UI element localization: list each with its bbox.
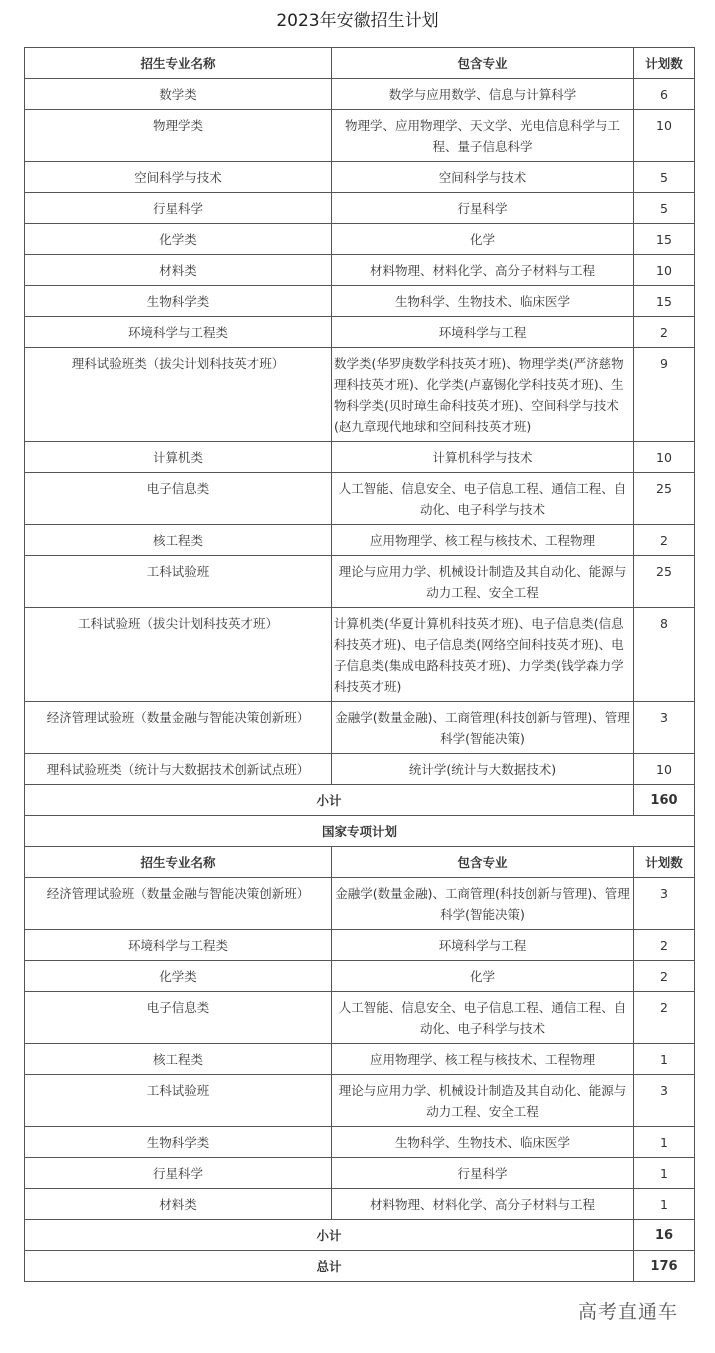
major-group-name: 电子信息类: [25, 992, 332, 1044]
plan-count: 25: [634, 473, 695, 525]
table-row: [25, 1158, 695, 1189]
watermark-logo: 高考直通车: [578, 1301, 679, 1323]
included-majors: 行星科学: [332, 193, 634, 224]
major-group-name: 工科试验班（拔尖计划科技英才班）: [25, 608, 332, 702]
major-group-name: 化学类: [25, 224, 332, 255]
included-majors: 理论与应用力学、机械设计制造及其自动化、能源与动力工程、安全工程: [332, 556, 634, 608]
major-group-name: 工科试验班: [25, 556, 332, 608]
major-group-name: 环境科学与工程类: [25, 317, 332, 348]
major-group-name: 材料类: [25, 1189, 332, 1220]
header-count: 计划数: [634, 48, 695, 79]
plan-count: 2: [634, 961, 695, 992]
included-majors: 环境科学与工程: [332, 317, 634, 348]
plan-count: 5: [634, 193, 695, 224]
table-row: [25, 286, 695, 317]
total-row: [25, 1251, 695, 1282]
table-row: [25, 525, 695, 556]
header-majors: 包含专业: [332, 48, 634, 79]
included-majors: 材料物理、材料化学、高分子材料与工程: [332, 1189, 634, 1220]
plan-count: 15: [634, 224, 695, 255]
plan-count: 3: [634, 702, 695, 754]
major-group-name: 工科试验班: [25, 1075, 332, 1127]
major-group-name: 数学类: [25, 79, 332, 110]
included-majors: 金融学(数量金融)、工商管理(科技创新与管理)、管理科学(智能决策): [332, 702, 634, 754]
included-majors: 计算机类(华夏计算机科技英才班)、电子信息类(信息科技英才班)、电子信息类(网络空间科技英才班)、电子信息类(集成电路科技英才班)、力学类(钱学森力学科技英才班): [332, 608, 634, 702]
header-name: 招生专业名称: [25, 48, 332, 79]
table-row: [25, 79, 695, 110]
included-majors: 数学类(华罗庚数学科技英才班)、物理学类(严济慈物理科技英才班)、化学类(卢嘉锡化学科技英才班)、生物科学类(贝时璋生命科技英才班)、空间科学与技术(赵九章现代地球和空间科技英才班): [332, 348, 634, 442]
table-row: [25, 930, 695, 961]
total-value: 176: [634, 1251, 695, 1282]
plan-count: 10: [634, 110, 695, 162]
included-majors: 化学: [332, 224, 634, 255]
header-row: [25, 48, 695, 79]
major-group-name: 电子信息类: [25, 473, 332, 525]
table-row: [25, 1127, 695, 1158]
table-row: [25, 442, 695, 473]
total-label: 总计: [25, 1251, 634, 1282]
table-row: [25, 224, 695, 255]
table-row: [25, 317, 695, 348]
plan-count: 10: [634, 754, 695, 785]
plan-count: 2: [634, 317, 695, 348]
included-majors: 物理学、应用物理学、天文学、光电信息科学与工程、量子信息科学: [332, 110, 634, 162]
included-majors: 统计学(统计与大数据技术): [332, 754, 634, 785]
included-majors: 行星科学: [332, 1158, 634, 1189]
table-row: [25, 878, 695, 930]
plan-count: 5: [634, 162, 695, 193]
included-majors: 应用物理学、核工程与核技术、工程物理: [332, 1044, 634, 1075]
plan-count: 1: [634, 1189, 695, 1220]
major-group-name: 物理学类: [25, 110, 332, 162]
plan-count: 6: [634, 79, 695, 110]
included-majors: 人工智能、信息安全、电子信息工程、通信工程、自动化、电子科学与技术: [332, 473, 634, 525]
included-majors: 金融学(数量金融)、工商管理(科技创新与管理)、管理科学(智能决策): [332, 878, 634, 930]
header-count: 计划数: [634, 847, 695, 878]
plan-count: 25: [634, 556, 695, 608]
table-row: [25, 162, 695, 193]
plan-count: 2: [634, 930, 695, 961]
subtotal-row: [25, 785, 695, 816]
major-group-name: 理科试验班类（拔尖计划科技英才班）: [25, 348, 332, 442]
table-row: [25, 608, 695, 702]
plan-count: 15: [634, 286, 695, 317]
table-row: [25, 348, 695, 442]
plan-count: 10: [634, 255, 695, 286]
major-group-name: 环境科学与工程类: [25, 930, 332, 961]
included-majors: 人工智能、信息安全、电子信息工程、通信工程、自动化、电子科学与技术: [332, 992, 634, 1044]
table-row: [25, 961, 695, 992]
page-title: 2023年安徽招生计划: [276, 11, 439, 31]
included-majors: 应用物理学、核工程与核技术、工程物理: [332, 525, 634, 556]
included-majors: 计算机科学与技术: [332, 442, 634, 473]
major-group-name: 空间科学与技术: [25, 162, 332, 193]
included-majors: 材料物理、材料化学、高分子材料与工程: [332, 255, 634, 286]
plan-count: 3: [634, 1075, 695, 1127]
table-row: [25, 1189, 695, 1220]
subtotal-value: 16: [634, 1220, 695, 1251]
subtotal-value: 160: [634, 785, 695, 816]
plan-count: 1: [634, 1127, 695, 1158]
enrollment-plan-table: [24, 47, 695, 1282]
major-group-name: 化学类: [25, 961, 332, 992]
table-row: [25, 1075, 695, 1127]
major-group-name: 生物科学类: [25, 286, 332, 317]
plan-count: 3: [634, 878, 695, 930]
plan-count: 2: [634, 525, 695, 556]
major-group-name: 行星科学: [25, 1158, 332, 1189]
subtotal-row: [25, 1220, 695, 1251]
major-group-name: 经济管理试验班（数量金融与智能决策创新班）: [25, 702, 332, 754]
table-row: [25, 754, 695, 785]
table-row: [25, 992, 695, 1044]
included-majors: 理论与应用力学、机械设计制造及其自动化、能源与动力工程、安全工程: [332, 1075, 634, 1127]
enrollment-plan-body: [25, 48, 695, 1282]
major-group-name: 计算机类: [25, 442, 332, 473]
major-group-name: 生物科学类: [25, 1127, 332, 1158]
included-majors: 化学: [332, 961, 634, 992]
included-majors: 空间科学与技术: [332, 162, 634, 193]
included-majors: 环境科学与工程: [332, 930, 634, 961]
plan-count: 1: [634, 1158, 695, 1189]
major-group-name: 核工程类: [25, 525, 332, 556]
header-majors: 包含专业: [332, 847, 634, 878]
section-title: 国家专项计划: [25, 816, 695, 847]
included-majors: 数学与应用数学、信息与计算科学: [332, 79, 634, 110]
table-row: [25, 556, 695, 608]
table-row: [25, 110, 695, 162]
major-group-name: 经济管理试验班（数量金融与智能决策创新班）: [25, 878, 332, 930]
major-group-name: 行星科学: [25, 193, 332, 224]
plan-count: 8: [634, 608, 695, 702]
section-title-row: [25, 816, 695, 847]
included-majors: 生物科学、生物技术、临床医学: [332, 1127, 634, 1158]
table-row: [25, 193, 695, 224]
header-row: [25, 847, 695, 878]
subtotal-label: 小计: [25, 785, 634, 816]
header-name: 招生专业名称: [25, 847, 332, 878]
included-majors: 生物科学、生物技术、临床医学: [332, 286, 634, 317]
major-group-name: 核工程类: [25, 1044, 332, 1075]
subtotal-label: 小计: [25, 1220, 634, 1251]
plan-count: 9: [634, 348, 695, 442]
plan-count: 2: [634, 992, 695, 1044]
table-row: [25, 255, 695, 286]
table-row: [25, 473, 695, 525]
major-group-name: 材料类: [25, 255, 332, 286]
table-row: [25, 1044, 695, 1075]
major-group-name: 理科试验班类（统计与大数据技术创新试点班）: [25, 754, 332, 785]
table-row: [25, 702, 695, 754]
plan-count: 10: [634, 442, 695, 473]
plan-count: 1: [634, 1044, 695, 1075]
